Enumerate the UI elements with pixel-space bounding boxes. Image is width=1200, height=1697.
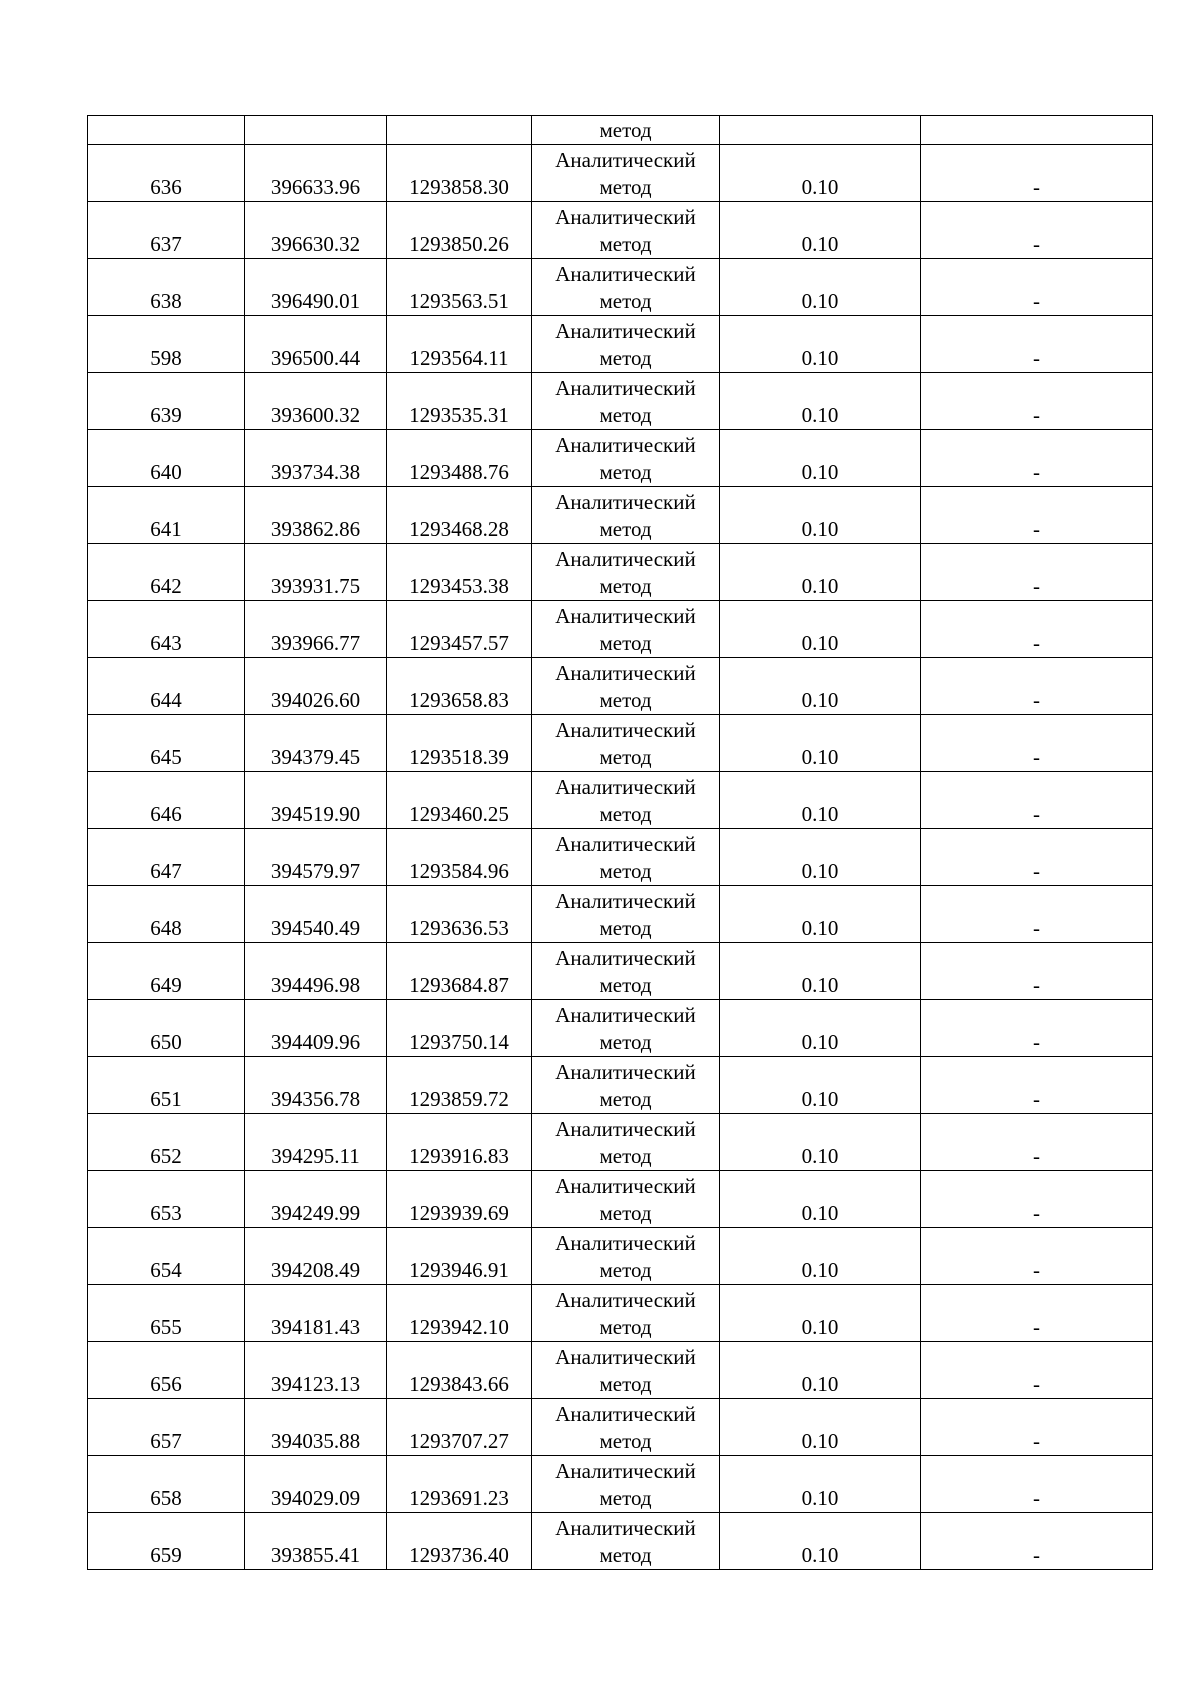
x-coordinate-cell: 393734.38 xyxy=(245,430,387,487)
x-coordinate-cell: 394579.97 xyxy=(245,829,387,886)
accuracy-cell: 0.10 xyxy=(720,829,921,886)
table-row xyxy=(88,373,1153,430)
note-cell: - xyxy=(921,886,1153,943)
method-line-2: метод xyxy=(599,916,652,940)
method-cell xyxy=(532,658,720,715)
y-coordinate-cell: 1293535.31 xyxy=(387,373,532,430)
point-number-cell: 639 xyxy=(88,373,245,430)
method-cell xyxy=(532,316,720,373)
y-coordinate-cell: 1293942.10 xyxy=(387,1285,532,1342)
x-coordinate-cell: 394208.49 xyxy=(245,1228,387,1285)
x-coordinate-cell: 394249.99 xyxy=(245,1171,387,1228)
y-coordinate-cell: 1293488.76 xyxy=(387,430,532,487)
y-coordinate-cell: 1293453.38 xyxy=(387,544,532,601)
x-coordinate-cell: 394540.49 xyxy=(245,886,387,943)
method-line-2: метод xyxy=(599,973,652,997)
y-coordinate-cell: 1293518.39 xyxy=(387,715,532,772)
y-coordinate-cell: 1293684.87 xyxy=(387,943,532,1000)
x-coordinate-cell: 393966.77 xyxy=(245,601,387,658)
method-line-1: Аналитический xyxy=(555,433,696,457)
table-row xyxy=(88,943,1153,1000)
method-cell xyxy=(532,1228,720,1285)
point-number-cell: 647 xyxy=(88,829,245,886)
accuracy-cell: 0.10 xyxy=(720,1228,921,1285)
method-cell xyxy=(532,601,720,658)
note-cell: - xyxy=(921,1285,1153,1342)
method-cell xyxy=(532,715,720,772)
method-line-1: Аналитический xyxy=(555,1288,696,1312)
x-coordinate-cell: 394379.45 xyxy=(245,715,387,772)
method-cell xyxy=(532,430,720,487)
method-line-1: Аналитический xyxy=(555,889,696,913)
method-line-2: метод xyxy=(599,1543,652,1567)
y-coordinate-cell: 1293564.11 xyxy=(387,316,532,373)
table-row xyxy=(88,1399,1153,1456)
point-number-cell: 657 xyxy=(88,1399,245,1456)
point-number-cell: 641 xyxy=(88,487,245,544)
accuracy-cell: 0.10 xyxy=(720,1399,921,1456)
note-cell: - xyxy=(921,145,1153,202)
point-number-cell: 598 xyxy=(88,316,245,373)
method-cell xyxy=(532,1114,720,1171)
method-line-2: метод xyxy=(599,802,652,826)
method-line-1: Аналитический xyxy=(555,1060,696,1084)
table-row xyxy=(88,430,1153,487)
table-body xyxy=(88,116,1153,1570)
accuracy-cell: 0.10 xyxy=(720,715,921,772)
method-cell xyxy=(532,1399,720,1456)
method-line-2: метод xyxy=(599,1372,652,1396)
x-coordinate-cell: 394029.09 xyxy=(245,1456,387,1513)
coordinates-table xyxy=(87,115,1153,1570)
x-coordinate-cell: 394181.43 xyxy=(245,1285,387,1342)
point-number-cell: 649 xyxy=(88,943,245,1000)
method-line-1: Аналитический xyxy=(555,604,696,628)
point-number-cell: 640 xyxy=(88,430,245,487)
note-cell: - xyxy=(921,1114,1153,1171)
x-coordinate-cell: 394123.13 xyxy=(245,1342,387,1399)
table-row xyxy=(88,202,1153,259)
note-cell xyxy=(921,116,1153,145)
method-cell xyxy=(532,202,720,259)
note-cell: - xyxy=(921,658,1153,715)
accuracy-cell: 0.10 xyxy=(720,316,921,373)
note-cell: - xyxy=(921,1456,1153,1513)
y-coordinate-cell xyxy=(387,116,532,145)
method-line-2: метод xyxy=(599,631,652,655)
table-row xyxy=(88,1171,1153,1228)
point-number-cell: 643 xyxy=(88,601,245,658)
method-line-1: Аналитический xyxy=(555,1231,696,1255)
x-coordinate-cell: 396630.32 xyxy=(245,202,387,259)
point-number-cell: 650 xyxy=(88,1000,245,1057)
point-number-cell: 651 xyxy=(88,1057,245,1114)
method-line-1: Аналитический xyxy=(555,1459,696,1483)
point-number-cell: 656 xyxy=(88,1342,245,1399)
note-cell: - xyxy=(921,1171,1153,1228)
x-coordinate-cell: 394519.90 xyxy=(245,772,387,829)
table-row xyxy=(88,1285,1153,1342)
table-row xyxy=(88,1342,1153,1399)
y-coordinate-cell: 1293946.91 xyxy=(387,1228,532,1285)
note-cell: - xyxy=(921,202,1153,259)
method-line-1: Аналитический xyxy=(555,490,696,514)
x-coordinate-cell xyxy=(245,116,387,145)
table-row xyxy=(88,829,1153,886)
method-line-2: метод xyxy=(599,346,652,370)
accuracy-cell: 0.10 xyxy=(720,1171,921,1228)
note-cell: - xyxy=(921,943,1153,1000)
method-cell xyxy=(532,1000,720,1057)
method-line-1: Аналитический xyxy=(555,319,696,343)
table-row xyxy=(88,544,1153,601)
y-coordinate-cell: 1293916.83 xyxy=(387,1114,532,1171)
note-cell: - xyxy=(921,1228,1153,1285)
x-coordinate-cell: 394409.96 xyxy=(245,1000,387,1057)
y-coordinate-cell: 1293736.40 xyxy=(387,1513,532,1570)
table-row xyxy=(88,1228,1153,1285)
note-cell: - xyxy=(921,487,1153,544)
method-line-1: Аналитический xyxy=(555,775,696,799)
note-cell: - xyxy=(921,715,1153,772)
accuracy-cell: 0.10 xyxy=(720,886,921,943)
method-cell xyxy=(532,943,720,1000)
method-line-2: метод xyxy=(599,1144,652,1168)
point-number-cell: 653 xyxy=(88,1171,245,1228)
table-row xyxy=(88,145,1153,202)
y-coordinate-cell: 1293750.14 xyxy=(387,1000,532,1057)
table-row xyxy=(88,1000,1153,1057)
point-number-cell: 638 xyxy=(88,259,245,316)
x-coordinate-cell: 396633.96 xyxy=(245,145,387,202)
y-coordinate-cell: 1293858.30 xyxy=(387,145,532,202)
method-cell xyxy=(532,886,720,943)
method-line-2: метод xyxy=(599,1087,652,1111)
method-cell xyxy=(532,1057,720,1114)
table-row xyxy=(88,715,1153,772)
method-cell xyxy=(532,1456,720,1513)
accuracy-cell: 0.10 xyxy=(720,145,921,202)
y-coordinate-cell: 1293563.51 xyxy=(387,259,532,316)
continuation-row xyxy=(88,116,1153,145)
table-row xyxy=(88,1057,1153,1114)
y-coordinate-cell: 1293460.25 xyxy=(387,772,532,829)
method-line-1: Аналитический xyxy=(555,1516,696,1540)
method-line-1: Аналитический xyxy=(555,205,696,229)
accuracy-cell: 0.10 xyxy=(720,1285,921,1342)
point-number-cell: 644 xyxy=(88,658,245,715)
method-line-1: Аналитический xyxy=(555,148,696,172)
point-number-cell: 655 xyxy=(88,1285,245,1342)
x-coordinate-cell: 396490.01 xyxy=(245,259,387,316)
table-row xyxy=(88,487,1153,544)
accuracy-cell: 0.10 xyxy=(720,658,921,715)
y-coordinate-cell: 1293584.96 xyxy=(387,829,532,886)
method-line-2: метод xyxy=(599,289,652,313)
table-row xyxy=(88,886,1153,943)
point-number-cell: 636 xyxy=(88,145,245,202)
method-line-2: метод xyxy=(599,460,652,484)
method-line-2: метод xyxy=(599,403,652,427)
table-row xyxy=(88,772,1153,829)
y-coordinate-cell: 1293859.72 xyxy=(387,1057,532,1114)
point-number-cell: 659 xyxy=(88,1513,245,1570)
method-cell: метод xyxy=(532,116,720,145)
accuracy-cell: 0.10 xyxy=(720,601,921,658)
x-coordinate-cell: 394356.78 xyxy=(245,1057,387,1114)
note-cell: - xyxy=(921,1057,1153,1114)
x-coordinate-cell: 393600.32 xyxy=(245,373,387,430)
method-line-1: Аналитический xyxy=(555,946,696,970)
x-coordinate-cell: 393855.41 xyxy=(245,1513,387,1570)
method-cell xyxy=(532,772,720,829)
method-cell xyxy=(532,145,720,202)
note-cell: - xyxy=(921,1513,1153,1570)
x-coordinate-cell: 394026.60 xyxy=(245,658,387,715)
method-line-2: метод xyxy=(599,232,652,256)
accuracy-cell: 0.10 xyxy=(720,1114,921,1171)
table-row xyxy=(88,316,1153,373)
method-cell xyxy=(532,1285,720,1342)
note-cell: - xyxy=(921,544,1153,601)
method-line-1: Аналитический xyxy=(555,661,696,685)
accuracy-cell: 0.10 xyxy=(720,943,921,1000)
method-line-2: метод xyxy=(599,1201,652,1225)
y-coordinate-cell: 1293468.28 xyxy=(387,487,532,544)
method-line-1: Аналитический xyxy=(555,547,696,571)
y-coordinate-cell: 1293457.57 xyxy=(387,601,532,658)
x-coordinate-cell: 394035.88 xyxy=(245,1399,387,1456)
method-line-2: метод xyxy=(599,1429,652,1453)
method-cell xyxy=(532,1342,720,1399)
point-number-cell: 646 xyxy=(88,772,245,829)
accuracy-cell: 0.10 xyxy=(720,202,921,259)
method-line-1: Аналитический xyxy=(555,1003,696,1027)
method-cell xyxy=(532,259,720,316)
method-cell xyxy=(532,1513,720,1570)
table-row xyxy=(88,1114,1153,1171)
point-number-cell: 658 xyxy=(88,1456,245,1513)
method-line-2: метод xyxy=(599,1258,652,1282)
note-cell: - xyxy=(921,259,1153,316)
note-cell: - xyxy=(921,772,1153,829)
method-cell xyxy=(532,1171,720,1228)
method-cell xyxy=(532,487,720,544)
method-line-1: Аналитический xyxy=(555,1117,696,1141)
y-coordinate-cell: 1293843.66 xyxy=(387,1342,532,1399)
accuracy-cell: 0.10 xyxy=(720,772,921,829)
method-line-1: Аналитический xyxy=(555,1174,696,1198)
method-line-1: Аналитический xyxy=(555,1345,696,1369)
method-line-1: Аналитический xyxy=(555,718,696,742)
method-line-2: метод xyxy=(599,175,652,199)
accuracy-cell: 0.10 xyxy=(720,544,921,601)
table-row xyxy=(88,658,1153,715)
y-coordinate-cell: 1293939.69 xyxy=(387,1171,532,1228)
method-line-1: Аналитический xyxy=(555,1402,696,1426)
table-row xyxy=(88,1456,1153,1513)
y-coordinate-cell: 1293850.26 xyxy=(387,202,532,259)
accuracy-cell: 0.10 xyxy=(720,259,921,316)
accuracy-cell: 0.10 xyxy=(720,373,921,430)
table-row xyxy=(88,601,1153,658)
method-line-2: метод xyxy=(599,745,652,769)
accuracy-cell xyxy=(720,116,921,145)
note-cell: - xyxy=(921,1399,1153,1456)
method-line-1: Аналитический xyxy=(555,832,696,856)
table-row xyxy=(88,259,1153,316)
method-line-2: метод xyxy=(599,688,652,712)
note-cell: - xyxy=(921,373,1153,430)
y-coordinate-cell: 1293707.27 xyxy=(387,1399,532,1456)
x-coordinate-cell: 393862.86 xyxy=(245,487,387,544)
accuracy-cell: 0.10 xyxy=(720,1456,921,1513)
method-line-2: метод xyxy=(599,1030,652,1054)
x-coordinate-cell: 393931.75 xyxy=(245,544,387,601)
point-number-cell: 642 xyxy=(88,544,245,601)
method-line-2: метод xyxy=(599,517,652,541)
accuracy-cell: 0.10 xyxy=(720,1057,921,1114)
method-line-2: метод xyxy=(599,1486,652,1510)
y-coordinate-cell: 1293636.53 xyxy=(387,886,532,943)
y-coordinate-cell: 1293691.23 xyxy=(387,1456,532,1513)
method-line-2: метод xyxy=(599,859,652,883)
accuracy-cell: 0.10 xyxy=(720,1513,921,1570)
note-cell: - xyxy=(921,1000,1153,1057)
accuracy-cell: 0.10 xyxy=(720,430,921,487)
accuracy-cell: 0.10 xyxy=(720,487,921,544)
note-cell: - xyxy=(921,316,1153,373)
method-line-1: Аналитический xyxy=(555,262,696,286)
point-number-cell: 648 xyxy=(88,886,245,943)
accuracy-cell: 0.10 xyxy=(720,1342,921,1399)
point-number-cell: 654 xyxy=(88,1228,245,1285)
point-number-cell: 637 xyxy=(88,202,245,259)
note-cell: - xyxy=(921,601,1153,658)
table-row xyxy=(88,1513,1153,1570)
note-cell: - xyxy=(921,430,1153,487)
method-cell xyxy=(532,544,720,601)
y-coordinate-cell: 1293658.83 xyxy=(387,658,532,715)
point-number-cell: 652 xyxy=(88,1114,245,1171)
x-coordinate-cell: 396500.44 xyxy=(245,316,387,373)
method-line-2: метод xyxy=(599,1315,652,1339)
x-coordinate-cell: 394496.98 xyxy=(245,943,387,1000)
note-cell: - xyxy=(921,829,1153,886)
method-cell xyxy=(532,373,720,430)
accuracy-cell: 0.10 xyxy=(720,1000,921,1057)
point-number-cell xyxy=(88,116,245,145)
method-cell xyxy=(532,829,720,886)
point-number-cell: 645 xyxy=(88,715,245,772)
note-cell: - xyxy=(921,1342,1153,1399)
x-coordinate-cell: 394295.11 xyxy=(245,1114,387,1171)
method-line-1: Аналитический xyxy=(555,376,696,400)
method-line-2: метод xyxy=(599,574,652,598)
